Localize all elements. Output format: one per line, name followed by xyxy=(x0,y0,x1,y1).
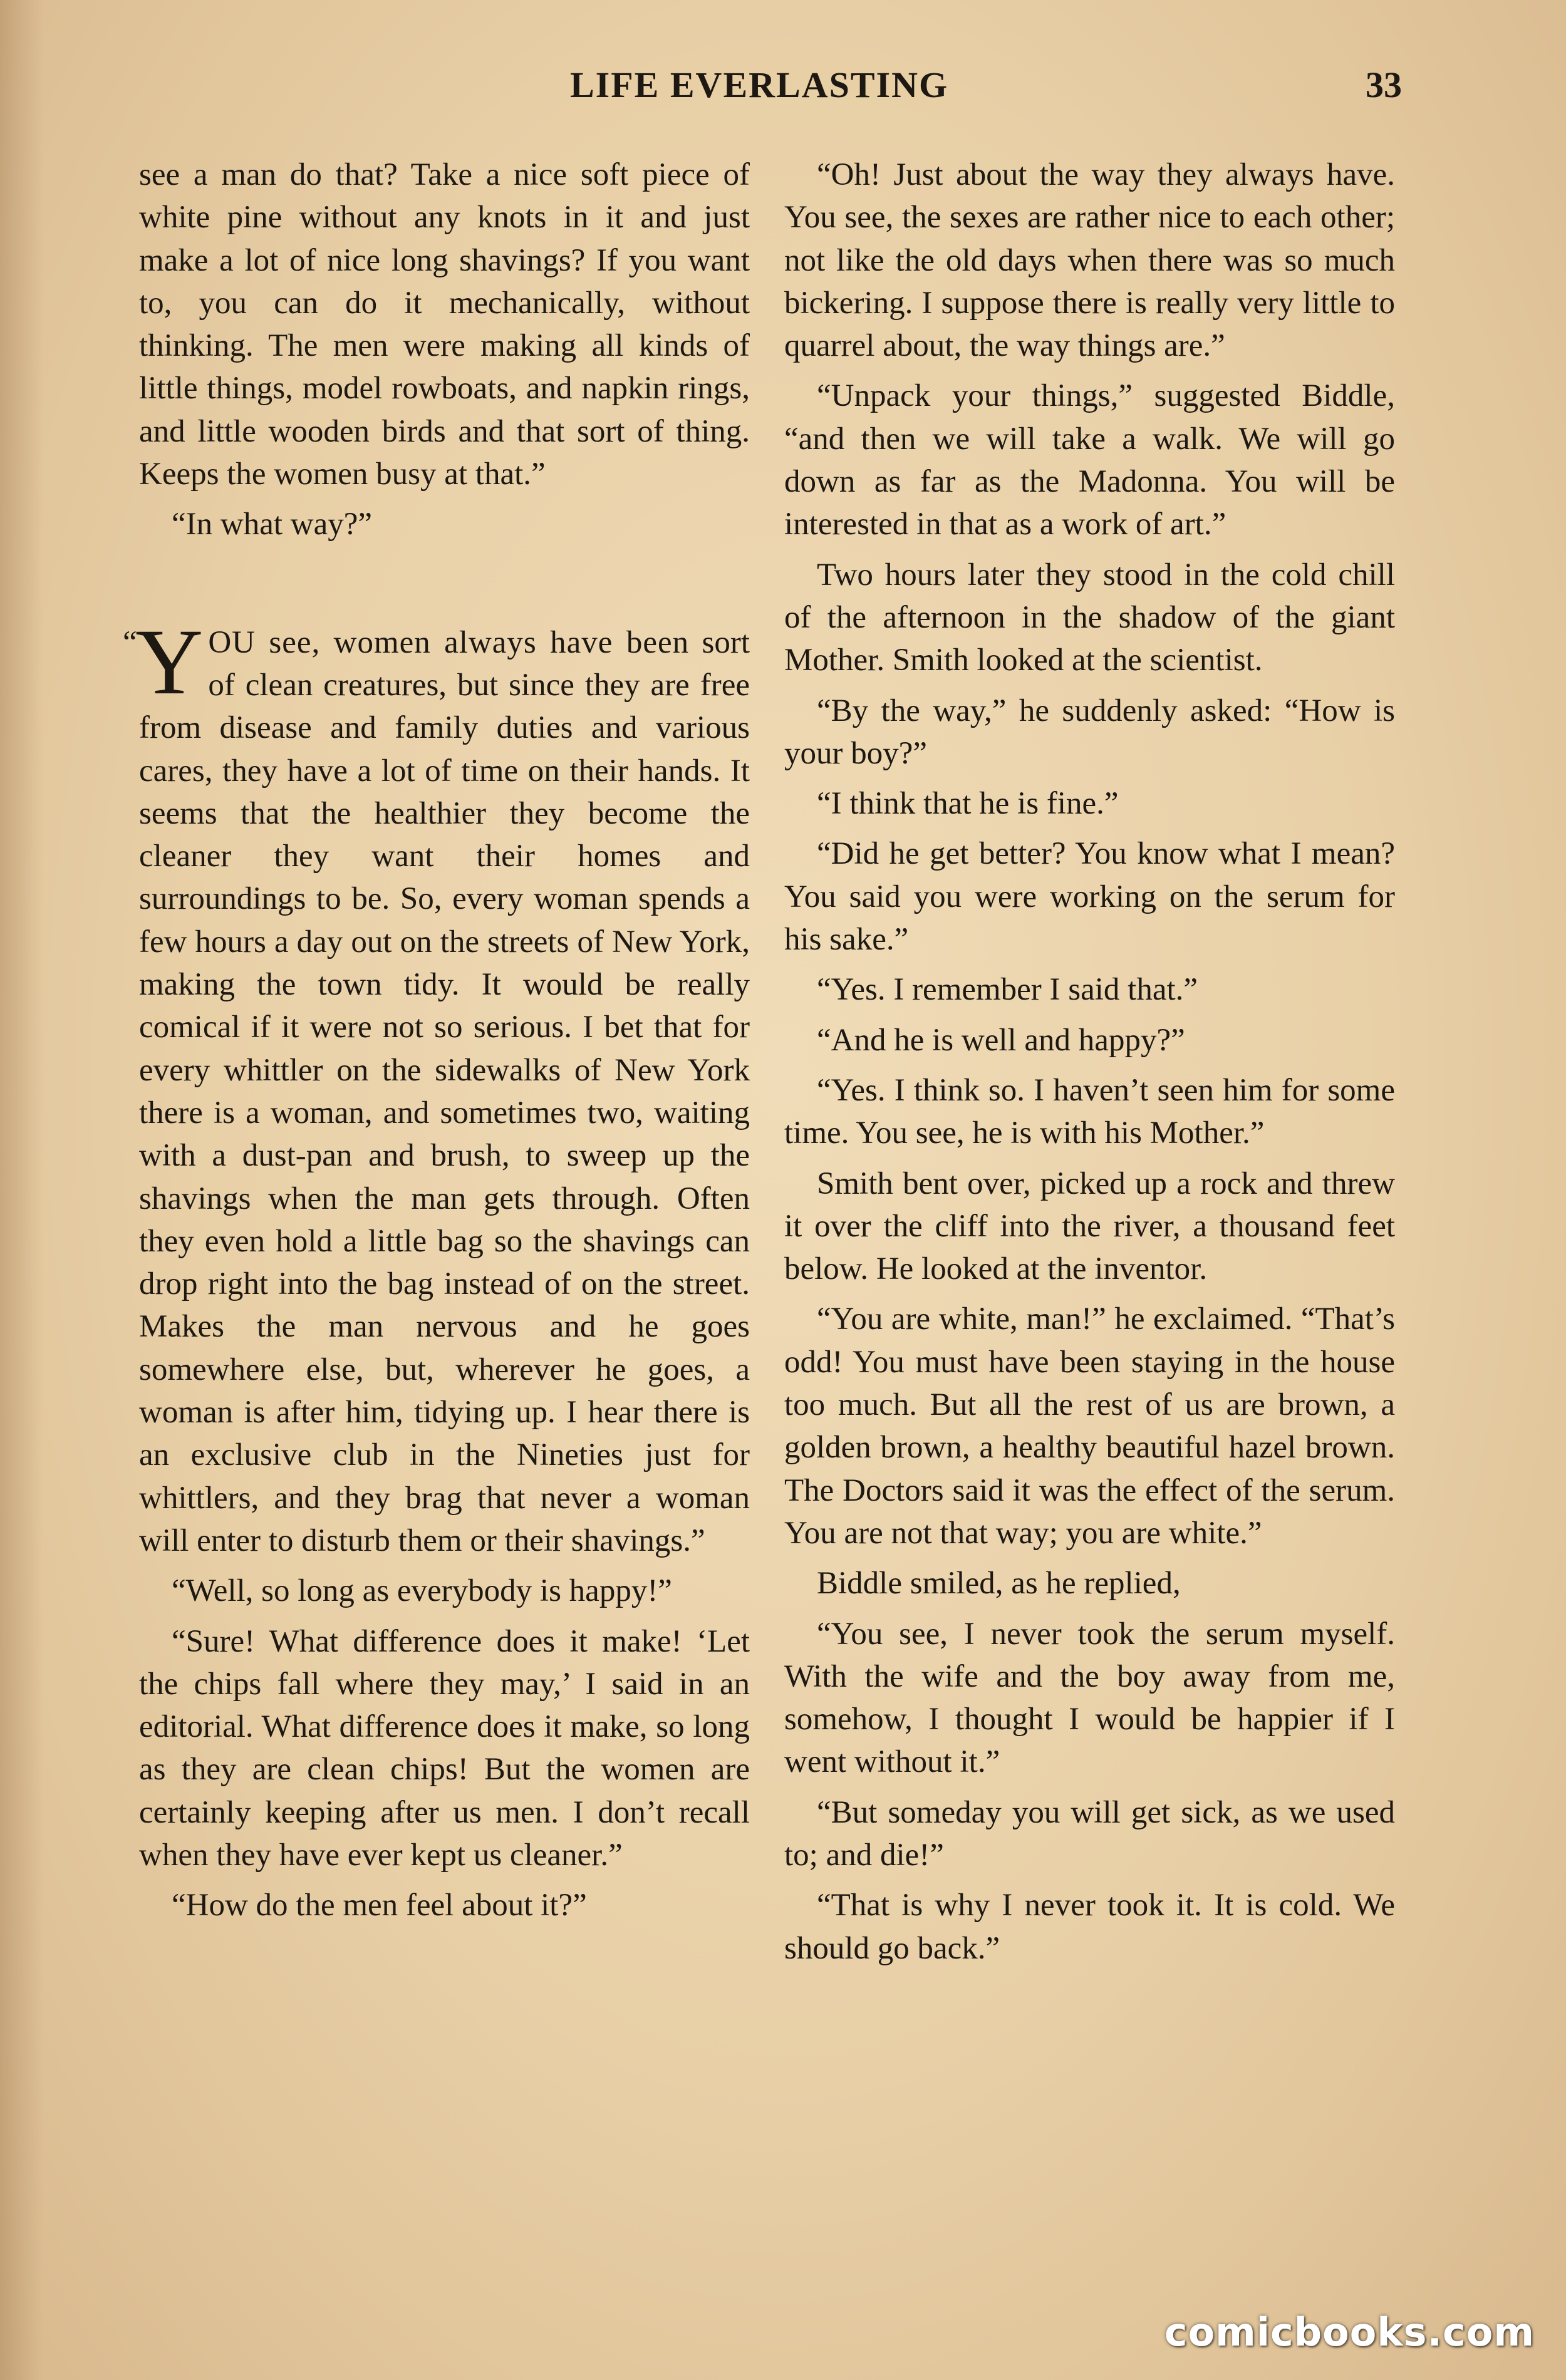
paragraph: “By the way,” he suddenly asked: “How is your boy?” xyxy=(784,693,1395,771)
drop-cap-letter: Y xyxy=(135,609,204,714)
paragraph: “Unpack your things,” suggested Biddle, “and then we will take a walk. We will go down as far as the Madonna. You will be interested in that as a work of art.” xyxy=(784,378,1395,542)
running-title: LIFE EVERLASTING xyxy=(570,65,949,105)
paragraph: “That is why I never took it. It is cold. We should go back.” xyxy=(784,1888,1395,1966)
site-watermark: comicbooks.com xyxy=(1164,2309,1535,2355)
paragraph: “You are white, man!” he exclaimed. “That’s odd! You must have been staying in the house too much. But all the rest of us are brown, a golden brown, a healthy beautiful hazel brown. The Doctors said it was the effect of the serum. You are not that way; you are white.” xyxy=(784,1301,1395,1551)
paragraph: “But someday you will get sick, as we used to; and die!” xyxy=(784,1794,1395,1873)
paragraph: “Sure! What difference does it make! ‘Let the chips fall where they may,’ I said in an editorial. What difference does it make, so long as they are clean chips! But the women are certainly keeping after us men. I don’t recall when they have ever kept us cleaner.” xyxy=(139,1623,750,1873)
paragraph: “Well, so long as everybody is happy!” xyxy=(172,1573,672,1609)
paragraph: “Yes. I think so. I haven’t seen him for some time. You see, he is with his Mother.” xyxy=(784,1072,1395,1151)
paragraph: “How do the men feel about it?” xyxy=(172,1888,587,1923)
paragraph: see a man do that? Take a nice soft piece of white pine without any knots in it and just make a lot of nice long shavings? If you want to, you can do it mechanically, without thinking. The men were making all kinds of little things, model rowboats, and napkin rings, and little wooden birds and that sort of thing. Keeps the women busy at that.” xyxy=(139,157,750,492)
paragraph: “Oh! Just about the way they always have. You see, the sexes are rather nice to each other; not like the old days when there was so much bickering. I suppose there is really very little to quarrel about, the way things are.” xyxy=(784,157,1395,364)
opening-quote-mark: “ xyxy=(123,624,137,660)
page-number: 33 xyxy=(1366,65,1402,105)
paragraph: “You see, I never took the serum myself. With the wife and the boy away from me, somehow, I thought I would be happier if I went without it.” xyxy=(784,1616,1395,1780)
paragraph-body: sort of clean creatures, but since they are free from disease and family duties and various cares, they have a lot of time on their hands. It seems that the healthier they become the cleaner they want their homes and surroundings to be. So, every woman spends a few hours a day out on the streets of New York, making the town tidy. It would be really comical if it were not so serious. I bet that for every whittler on the sidewalks of New York there is a woman, and sometimes two, waiting with a dust-pan and brush, to sweep up the shavings when the man gets through. Often they even hold a little bag so the shavings can drop right into the bag instead of on the street. Makes the man nervous and he goes somewhere else, but, wherever he goes, a woman is after him, tidying up. I hear there is an exclusive club in the Nineties just for whittlers, and they brag that never a woman will enter to disturb them or their shavings.” xyxy=(139,624,750,1558)
right-text-column xyxy=(784,153,1395,1977)
left-text-column xyxy=(123,153,750,1935)
paragraph: “And he is well and happy?” xyxy=(817,1022,1185,1058)
paragraph: “I think that he is fine.” xyxy=(817,786,1119,822)
paragraph: “Did he get better? You know what I mean? You said you were working on the serum for his sake.” xyxy=(784,836,1395,958)
drop-cap-continuation: OU see, women always have been xyxy=(208,624,690,660)
paragraph: Two hours later they stood in the cold chill of the afternoon in the shadow of the giant Mother. Smith looked at the scientist. xyxy=(784,557,1395,678)
paragraph: “Yes. I remember I said that.” xyxy=(817,972,1198,1008)
paragraph: Biddle smiled, as he replied, xyxy=(817,1566,1181,1601)
paragraph: “In what way?” xyxy=(172,507,372,542)
paragraph: Smith bent over, picked up a rock and threw it over the cliff into the river, a thousand feet below. He looked at the inventor. xyxy=(784,1166,1395,1287)
section-opening-paragraph xyxy=(123,609,750,1563)
